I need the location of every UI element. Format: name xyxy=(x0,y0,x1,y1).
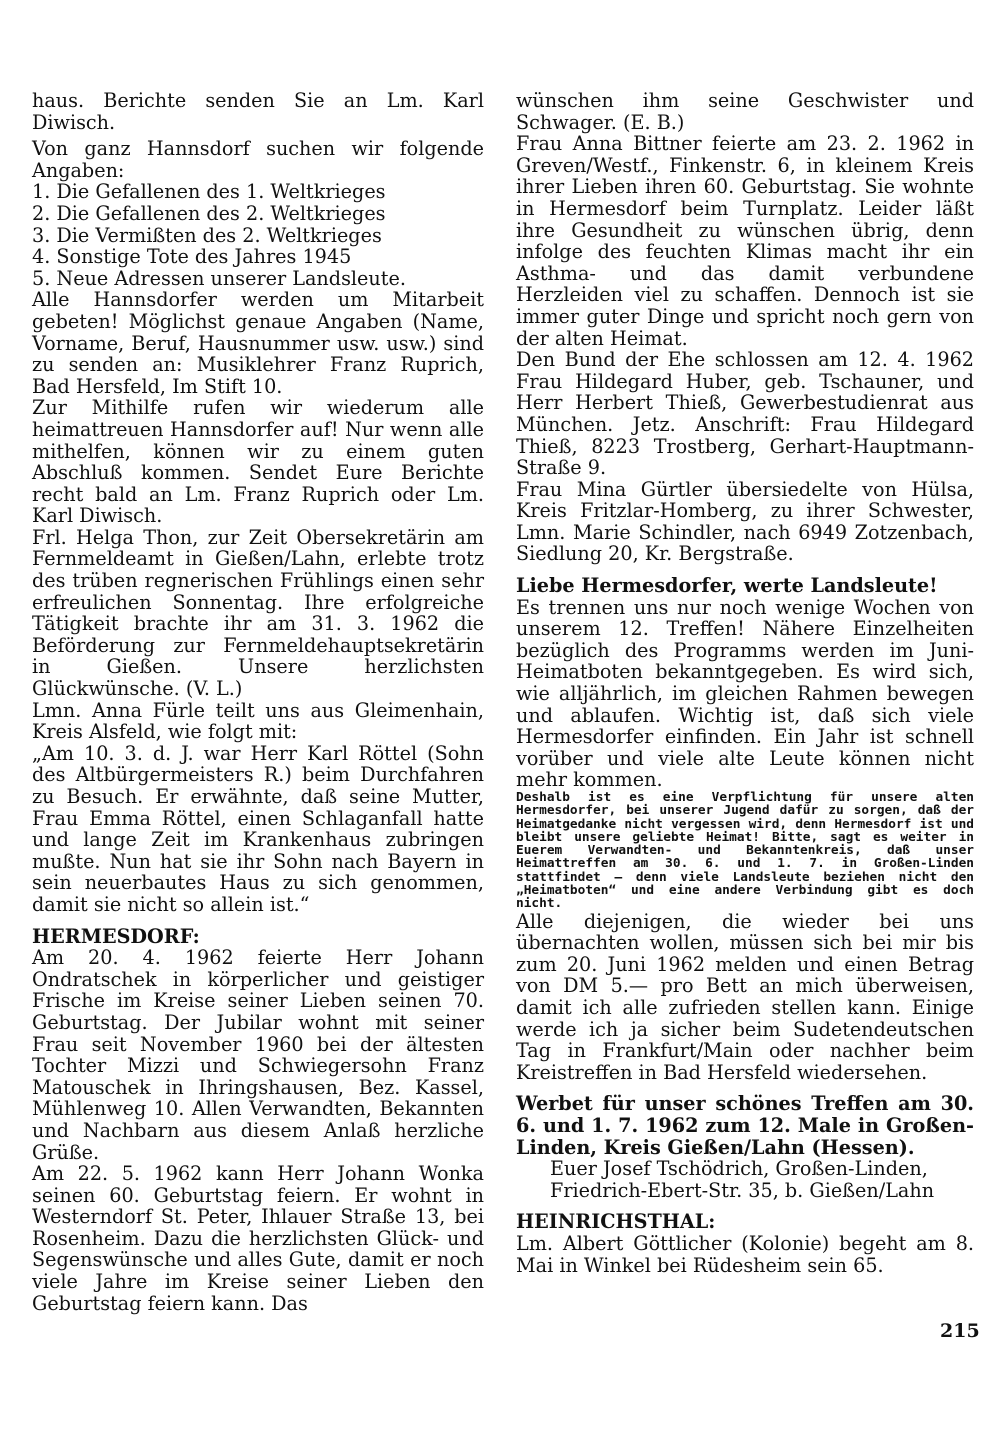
paragraph: Zur Mithilfe rufen wir wiederum alle heimattreuen Hannsdorfer auf! Nur wenn alle mithelfen, können wir zu einem guten Abschluß kommen. Sendet Eure Berichte recht bald an Lm. Franz Ruprich oder Lm. Karl Diwisch. xyxy=(32,396,484,528)
signature-line: Friedrich-Ebert-Str. 35, b. Gießen/Lahn xyxy=(550,1178,935,1202)
greeting-heading: Liebe Hermesdorfer, werte Landsleute! xyxy=(516,574,938,598)
list-item: 1. Die Gefallenen des 1. Weltkrieges xyxy=(32,180,386,204)
guertler-paragraph: Frau Mina Gürtler übersiedelte von Hülsa, Kreis Fritzlar-Homberg, zu ihrer Schwester, Lmn. Marie Schindler, nach 6949 Zotzenbach, Siedlung 20, Kr. Bergstraße. xyxy=(516,477,974,566)
quote-paragraph: „Am 10. 3. d. J. war Herr Karl Röttel (Sohn des Altbürgermeisters R.) beim Durchfahren zu Besuch. Er erwähnte, daß seine Mutter, Frau Emma Röttel, einen Schlaganfall hatte und lange Zeit im Krankenhaus zubringen mußte. Nun hat sie ihr Sohn nach Bayern in sein neuerbautes Haus zu sich genommen, damit sie nicht so allein ist.“ xyxy=(32,741,484,916)
wedding-paragraph: Den Bund der Ehe schlossen am 12. 4. 1962 Frau Hildegard Huber, geb. Tschauner, und Herr Herbert Thieß, Gewerbestudienrat aus München. Jetz. Anschrift: Frau Hildegard Thieß, 8223 Trostberg, Gerhart-Hauptmann-Straße 9. xyxy=(516,348,974,480)
goettlicher-paragraph: Lm. Albert Göttlicher (Kolonie) begeht am 8. Mai in Winkel bei Rüdesheim sein 65. xyxy=(516,1231,974,1277)
section-heading-hermesdorf: HERMESDORF: xyxy=(32,924,200,948)
paragraph: haus. Berichte senden Sie an Lm. Karl Diwisch. xyxy=(32,89,484,134)
left-column xyxy=(32,90,484,1314)
list-item: 4. Sonstige Tote des Jahres 1945 xyxy=(32,245,352,269)
list-item: 2. Die Gefallenen des 2. Weltkrieges xyxy=(32,201,386,225)
bittner-paragraph: Frau Anna Bittner feierte am 23. 2. 1962 in Greven/Westf., Finkenstr. 6, in kleinem Kreis ihrer Lieben ihren 60. Geburtstag. Sie wohnte in Hermesdorf beim Turnplatz. Leider läßt ihre Gesundheit zu wünschen übrig, denn infolge des feuchten Klimas macht ihr ein Asthma- und das damit verbundene Herzleiden viel zu schaffen. Dennoch ist sie immer guter Dinge und spricht noch gern von der alten Heimat. xyxy=(516,132,974,350)
hannsdorf-request: Von ganz Hannsdorf suchen wir folgende Angaben: xyxy=(32,137,484,182)
right-column xyxy=(516,90,974,1276)
page-number: 215 xyxy=(940,1320,980,1342)
list-item: 5. Neue Adressen unserer Landsleute. xyxy=(32,266,406,290)
bold-appeal: Werbet für unser schönes Treffen am 30. 6. und 1. 7. 1962 zum 12. Male in Großen-Linden, Kreis Gießen/Lahn (Hessen). xyxy=(516,1092,974,1159)
section-heading-heinrichsthal: HEINRICHSTHAL: xyxy=(516,1210,716,1234)
paragraph: Es trennen uns nur noch wenige Wochen von unserem 12. Treffen! Nähere Einzelheiten bezüglich des Programms werden im Juni-Heimatboten bekanntgegeben. Es wird sich, wie alljährlich, im gleichen Rahmen bewegen und ablaufen. Wichtig ist, daß sich viele Hermesdorfer einfinden. Ein Jahr ist schnell vorüber und viele alte Leute können nicht mehr kommen. xyxy=(516,595,974,792)
small-print-paragraph: Deshalb ist es eine Verpflichtung für unsere alten Hermesdorfer, bei unserer Jugend dafür zu sorgen, daß der Heimatgedanke nicht vergessen wird, denn Hermesdorf ist und bleibt unsere geliebte Heimat! Bitte, sagt es weiter in Euerem Verwandten- und Bekanntenkreis, daß unser Heimattreffen am 30. 6. und 1. 7. in Großen-Linden stattfindet — denn viele Landsleute beziehen nicht den „Heimatboten“ und eine andere Verbindung gibt es doch nicht. xyxy=(516,790,974,912)
wonka-paragraph: Am 22. 5. 1962 kann Herr Johann Wonka seinen 60. Geburtstag feiern. Er wohnt in Westerndorf St. Peter, Ihlauer Straße 13, bei Rosenheim. Dazu die herzlichsten Glück- und Segenswünsche und alles Gute, damit er noch viele Jahre im Kreise seiner Lieben den Geburtstag feiern kann. Das xyxy=(32,1162,484,1315)
paragraph: Alle Hannsdorfer werden um Mitarbeit gebeten! Möglichst genaue Angaben (Name, Vorname, Beruf, Hausnummer usw. usw.) sind zu senden an: Musiklehrer Franz Ruprich, Bad Hersfeld, Im Stift 10. xyxy=(32,288,484,398)
paragraph: Alle diejenigen, die wieder bei uns übernachten wollen, müssen sich bei mir bis zum 20. Juni 1962 melden und einen Betrag von DM 5.— pro Bett an mich überweisen, damit ich alle zufrieden stellen kann. Einige werde ich ja sicher beim Sudetendeutschen Tag in Frankfurt/Main oder nachher beim Kreistreffen in Bad Hersfeld wiedersehen. xyxy=(516,909,974,1084)
signature-line: Euer Josef Tschödrich, Großen-Linden, xyxy=(550,1157,928,1181)
paragraph: wünschen ihm seine Geschwister und Schwager. (E. B.) xyxy=(516,89,974,134)
ondratschek-paragraph: Am 20. 4. 1962 feierte Herr Johann Ondratschek in körperlicher und geistiger Frische im Kreise seiner Lieben seinen 70. Geburtstag. Der Jubilar wohnt mit seiner Frau seit November 1960 bei der ältesten Tochter Mizzi und Schwiegersohn Franz Matouschek in Ihringshausen, Bez. Kassel, Mühlenweg 10. Allen Verwandten, Bekannten und Nachbarn aus diesem Anlaß herzliche Grüße. xyxy=(32,946,484,1164)
paragraph: Lmn. Anna Fürle teilt uns aus Gleimenhain, Kreis Alsfeld, wie folgt mit: xyxy=(32,698,484,744)
list-item: 3. Die Vermißten des 2. Weltkrieges xyxy=(32,223,382,247)
helga-thon-paragraph: Frl. Helga Thon, zur Zeit Obersekretärin am Fernmeldeamt in Gießen/Lahn, erlebte trotz des trüben regnerischen Frühlings einen sehr erfreulichen Sonnentag. Ihre erfolgreiche Tätigkeit brachte ihr am 31. 3. 1962 die Beförderung zur Fernmeldehauptsekretärin in Gießen. Unsere herzlichsten Glückwünsche. (V. L.) xyxy=(32,525,484,701)
